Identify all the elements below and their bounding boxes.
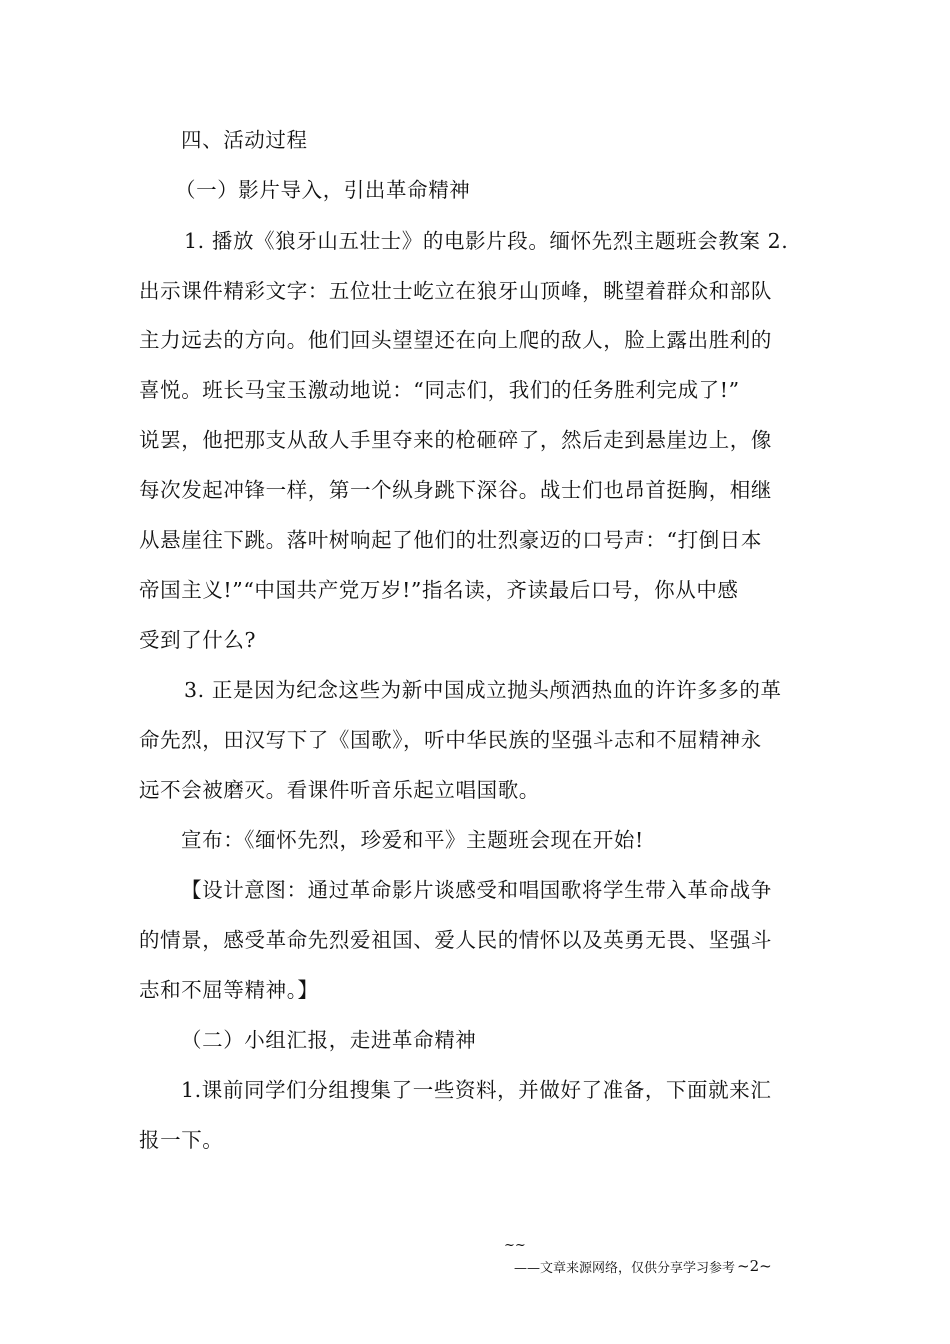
paragraph-line: 出示课件精彩文字：五位壮士屹立在狼牙山顶峰，眺望着群众和部队	[139, 279, 772, 303]
announcement: 宣布：《缅怀先烈，珍爱和平》主题班会现在开始!	[181, 828, 644, 852]
paragraph-line: 每次发起冲锋一样，第一个纵身跳下深谷。战士们也昂首挺胸，相继	[139, 478, 772, 502]
page-number: ~2~	[737, 1257, 772, 1275]
paragraph-line: 命先烈，田汉写下了《国歌》，听中华民族的坚强斗志和不屈精神永	[139, 728, 762, 752]
paragraph-line: 喜悦。班长马宝玉激动地说：“同志们，我们的任务胜利完成了!”	[139, 378, 740, 402]
paragraph-line: 报一下。	[139, 1128, 224, 1152]
paragraph-line: 从悬崖往下跳。落叶树响起了他们的壮烈豪迈的口号声：“打倒日本	[139, 528, 762, 552]
design-intent-line: 的情景，感受革命先烈爱祖国、爱人民的情怀以及英勇无畏、坚强斗	[139, 928, 772, 952]
subsection-2-heading: （二）小组汇报，走进革命精神	[181, 1028, 477, 1052]
design-intent-line: 志和不屈等精神。】	[139, 978, 319, 1002]
paragraph-line: 3. 正是因为纪念这些为新中国成立抛头颅洒热血的许许多多的革	[184, 678, 782, 702]
paragraph-line: 主力远去的方向。他们回头望望还在向上爬的敌人，脸上露出胜利的	[139, 328, 772, 352]
paragraph-line: 1. 播放《狼牙山五壮士》的电影片段。缅怀先烈主题班会教案 2.	[184, 229, 789, 253]
subsection-1-heading: （一）影片导入，引出革命精神	[175, 178, 471, 202]
paragraph-line: 1.课前同学们分组搜集了一些资料，并做好了准备，下面就来汇	[181, 1078, 772, 1102]
paragraph-line: 帝国主义!”“中国共产党万岁!”指名读，齐读最后口号，你从中感	[139, 578, 739, 602]
paragraph-line: 受到了什么?	[139, 628, 257, 652]
paragraph-line: 远不会被磨灭。看课件听音乐起立唱国歌。	[139, 778, 540, 802]
footer-marks: ~~	[504, 1238, 526, 1253]
footer-source-note: ——文章来源网络，仅供分享学习参考	[514, 1261, 736, 1276]
design-intent-line: 【设计意图：通过革命影片谈感受和唱国歌将学生带入革命战争	[181, 878, 772, 902]
section-title: 四、活动过程	[181, 128, 308, 152]
paragraph-line: 说罢，他把那支从敌人手里夺来的枪砸碎了，然后走到悬崖边上，像	[139, 428, 772, 452]
